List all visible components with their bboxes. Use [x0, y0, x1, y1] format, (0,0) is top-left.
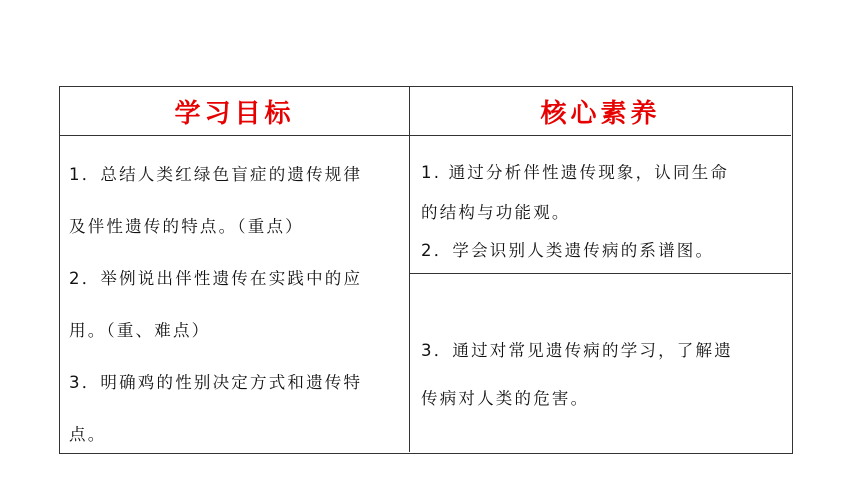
literacy-line: 1. 通过分析伴性遗传现象，认同生命 — [421, 163, 730, 182]
learning-objectives-cell — [60, 136, 410, 452]
literacy-line: 传病对人类的危害。 — [421, 389, 590, 408]
objective-line: 1．总结人类红绿色盲症的遗传规律 — [69, 165, 363, 184]
literacy-line: 3．通过对常见遗传病的学习，了解遗 — [421, 341, 733, 360]
literacy-line: 的结构与功能观。 — [421, 203, 571, 222]
objective-line: 2．举例说出伴性遗传在实践中的应 — [69, 269, 363, 288]
core-literacy-cell-top — [410, 136, 791, 274]
core-literacy-cell-bottom — [410, 274, 791, 452]
objective-line: 用。（重、难点） — [69, 321, 211, 340]
header-learning-objectives: 学习目标 — [60, 87, 410, 136]
objective-line: 及伴性遗传的特点。（重点） — [69, 217, 304, 236]
header-core-literacy: 核心素养 — [410, 87, 791, 136]
literacy-line: 2．学会识别人类遗传病的系谱图。 — [421, 241, 715, 260]
objectives-table — [59, 86, 793, 454]
objective-line: 3．明确鸡的性别决定方式和遗传特 — [69, 373, 363, 392]
objective-line: 点。 — [69, 425, 107, 444]
